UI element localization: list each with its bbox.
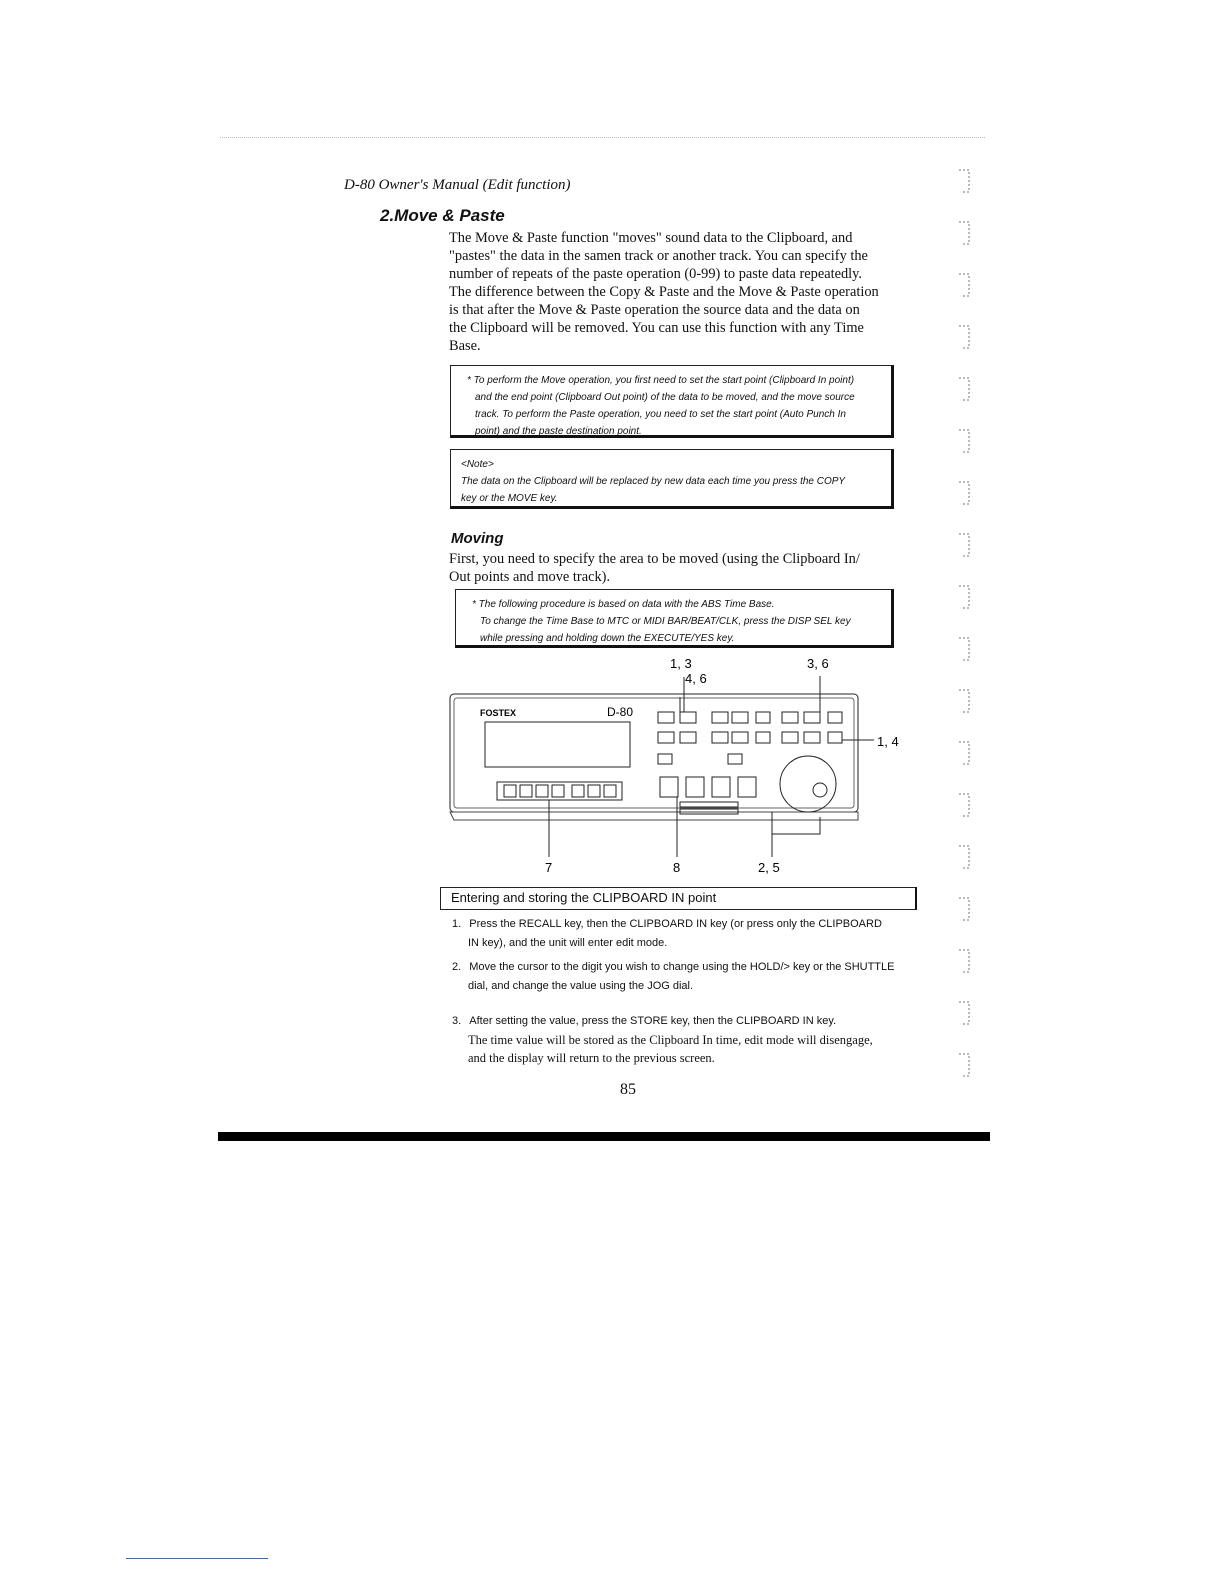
binding-mark xyxy=(959,274,969,296)
binding-marks xyxy=(955,165,975,1115)
text-line: number of repeats of the paste operation (0-99) to paste data repeatedly. xyxy=(449,266,863,282)
footer-underline xyxy=(126,1558,268,1559)
track-button xyxy=(588,785,600,797)
box-line: The data on the Clipboard will be replaced by new data each time you press the COPY xyxy=(461,476,846,487)
steps-heading-box: Entering and storing the CLIPBOARD IN point xyxy=(440,887,917,910)
binding-mark xyxy=(959,638,969,660)
track-button xyxy=(520,785,532,797)
model-label: D-80 xyxy=(607,705,634,719)
section-title: 2.Move & Paste xyxy=(380,206,505,225)
panel-key xyxy=(712,712,728,723)
panel-key xyxy=(728,754,742,764)
box-line: To change the Time Base to MTC or MIDI BAR/BEAT/CLK, press the DISP SEL key xyxy=(480,616,851,627)
panel-key xyxy=(804,732,820,743)
text-line: Out points and move track). xyxy=(449,569,611,585)
step-text: IN key), and the unit will enter edit mode. xyxy=(468,937,668,949)
panel-key xyxy=(828,712,842,723)
track-button xyxy=(504,785,516,797)
track-button xyxy=(604,785,616,797)
note-box xyxy=(450,449,894,509)
moving-paragraph xyxy=(449,550,914,586)
step-text: dial, and change the value using the JOG dial. xyxy=(468,980,694,992)
text-line: The Move & Paste function "moves" sound data to the Clipboard, and xyxy=(449,230,853,246)
front-panel-diagram xyxy=(440,652,920,877)
box-line: point) and the paste destination point. xyxy=(475,426,642,437)
binding-mark xyxy=(959,482,969,504)
info-box-move-paste xyxy=(450,365,894,438)
transport-key xyxy=(660,777,678,797)
box-line: and the end point (Clipboard Out point) of the data to be moved, and the move source xyxy=(475,392,855,403)
step-2 xyxy=(452,958,922,996)
callout-4-6: 4, 6 xyxy=(685,671,707,686)
binding-marks-svg xyxy=(955,165,975,1115)
callout-3-6: 3, 6 xyxy=(807,656,829,671)
box-line: while pressing and holding down the EXECUTE/YES key. xyxy=(480,633,735,644)
track-button xyxy=(572,785,584,797)
panel-key xyxy=(732,712,748,723)
binding-mark xyxy=(959,222,969,244)
step-text: After setting the value, press the STORE key, then the CLIPBOARD IN key. xyxy=(469,1015,837,1027)
step-number: 2. xyxy=(452,961,462,973)
indicator-strip xyxy=(680,802,738,807)
panel-key xyxy=(782,712,798,723)
transport-key xyxy=(738,777,756,797)
callout-1-3: 1, 3 xyxy=(670,656,692,671)
binding-mark xyxy=(959,534,969,556)
binding-mark xyxy=(959,326,969,348)
binding-mark xyxy=(959,846,969,868)
callout-1-4: 1, 4 xyxy=(877,734,899,749)
panel-key xyxy=(680,732,696,743)
panel-key xyxy=(658,754,672,764)
transport-key xyxy=(686,777,704,797)
callout-2-5: 2, 5 xyxy=(758,860,780,875)
binding-mark xyxy=(959,794,969,816)
transport-key xyxy=(712,777,730,797)
step-number: 1. xyxy=(452,918,462,930)
page-header: D-80 Owner's Manual (Edit function) xyxy=(344,177,571,193)
info-box-time-base xyxy=(455,589,894,648)
binding-mark xyxy=(959,378,969,400)
front-panel-svg xyxy=(440,652,920,877)
panel-key xyxy=(732,732,748,743)
text-line: is that after the Move & Paste operation the source data and the data on xyxy=(449,302,860,318)
binding-mark xyxy=(959,586,969,608)
step-text: Press the RECALL key, then the CLIPBOARD IN key (or press only the CLIPBOARD xyxy=(469,918,882,930)
panel-key xyxy=(804,712,820,723)
jog-dial xyxy=(780,756,836,812)
step-text: Move the cursor to the digit you wish to change using the HOLD/> key or the SHUTTLE xyxy=(469,961,895,973)
panel-key xyxy=(680,712,696,723)
subsection-title-moving: Moving xyxy=(451,530,504,547)
step-1 xyxy=(452,915,922,953)
box-line: * The following procedure is based on data with the ABS Time Base. xyxy=(472,599,775,610)
box-line: * To perform the Move operation, you first need to set the start point (Clipboard In point) xyxy=(467,375,855,386)
binding-mark xyxy=(959,1054,969,1076)
box-line: key or the MOVE key. xyxy=(461,493,558,504)
binding-mark xyxy=(959,430,969,452)
callout-8: 8 xyxy=(673,860,681,875)
intro-paragraph xyxy=(449,229,914,355)
text-line: The difference between the Copy & Paste and the Move & Paste operation xyxy=(449,284,879,300)
track-button xyxy=(552,785,564,797)
panel-key xyxy=(658,732,674,743)
scan-dotted-line xyxy=(220,137,985,139)
step-number: 3. xyxy=(452,1015,462,1027)
panel-key xyxy=(782,732,798,743)
panel-key xyxy=(712,732,728,743)
binding-mark xyxy=(959,742,969,764)
jog-dial-knob xyxy=(813,783,827,797)
box-line: track. To perform the Paste operation, you need to set the start point (Auto Punch In xyxy=(475,409,846,420)
display-window xyxy=(485,722,630,767)
text-line: the Clipboard will be removed. You can use this function with any Time xyxy=(449,320,864,336)
chassis-base xyxy=(450,812,858,820)
brand-logo: FOSTEX xyxy=(480,708,517,718)
bottom-rule xyxy=(218,1132,990,1141)
note-label: <Note> xyxy=(461,459,494,470)
panel-key xyxy=(828,732,842,743)
panel-key xyxy=(658,712,674,723)
binding-mark xyxy=(959,898,969,920)
panel-key xyxy=(756,712,770,723)
step-3 xyxy=(452,1012,922,1067)
step-subtext: and the display will return to the previous screen. xyxy=(468,1051,715,1065)
binding-mark xyxy=(959,1002,969,1024)
track-button xyxy=(536,785,548,797)
step-subtext: The time value will be stored as the Clipboard In time, edit mode will disengage, xyxy=(468,1033,873,1047)
text-line: First, you need to specify the area to be moved (using the Clipboard In/ xyxy=(449,551,860,567)
text-line: "pastes" the data in the samen track or another track. You can specify the xyxy=(449,248,868,264)
binding-mark xyxy=(959,690,969,712)
text-line: Base. xyxy=(449,338,481,354)
panel-key xyxy=(756,732,770,743)
binding-mark xyxy=(959,950,969,972)
callout-7: 7 xyxy=(545,860,553,875)
page-number: 85 xyxy=(620,1081,636,1098)
binding-mark xyxy=(959,170,969,192)
